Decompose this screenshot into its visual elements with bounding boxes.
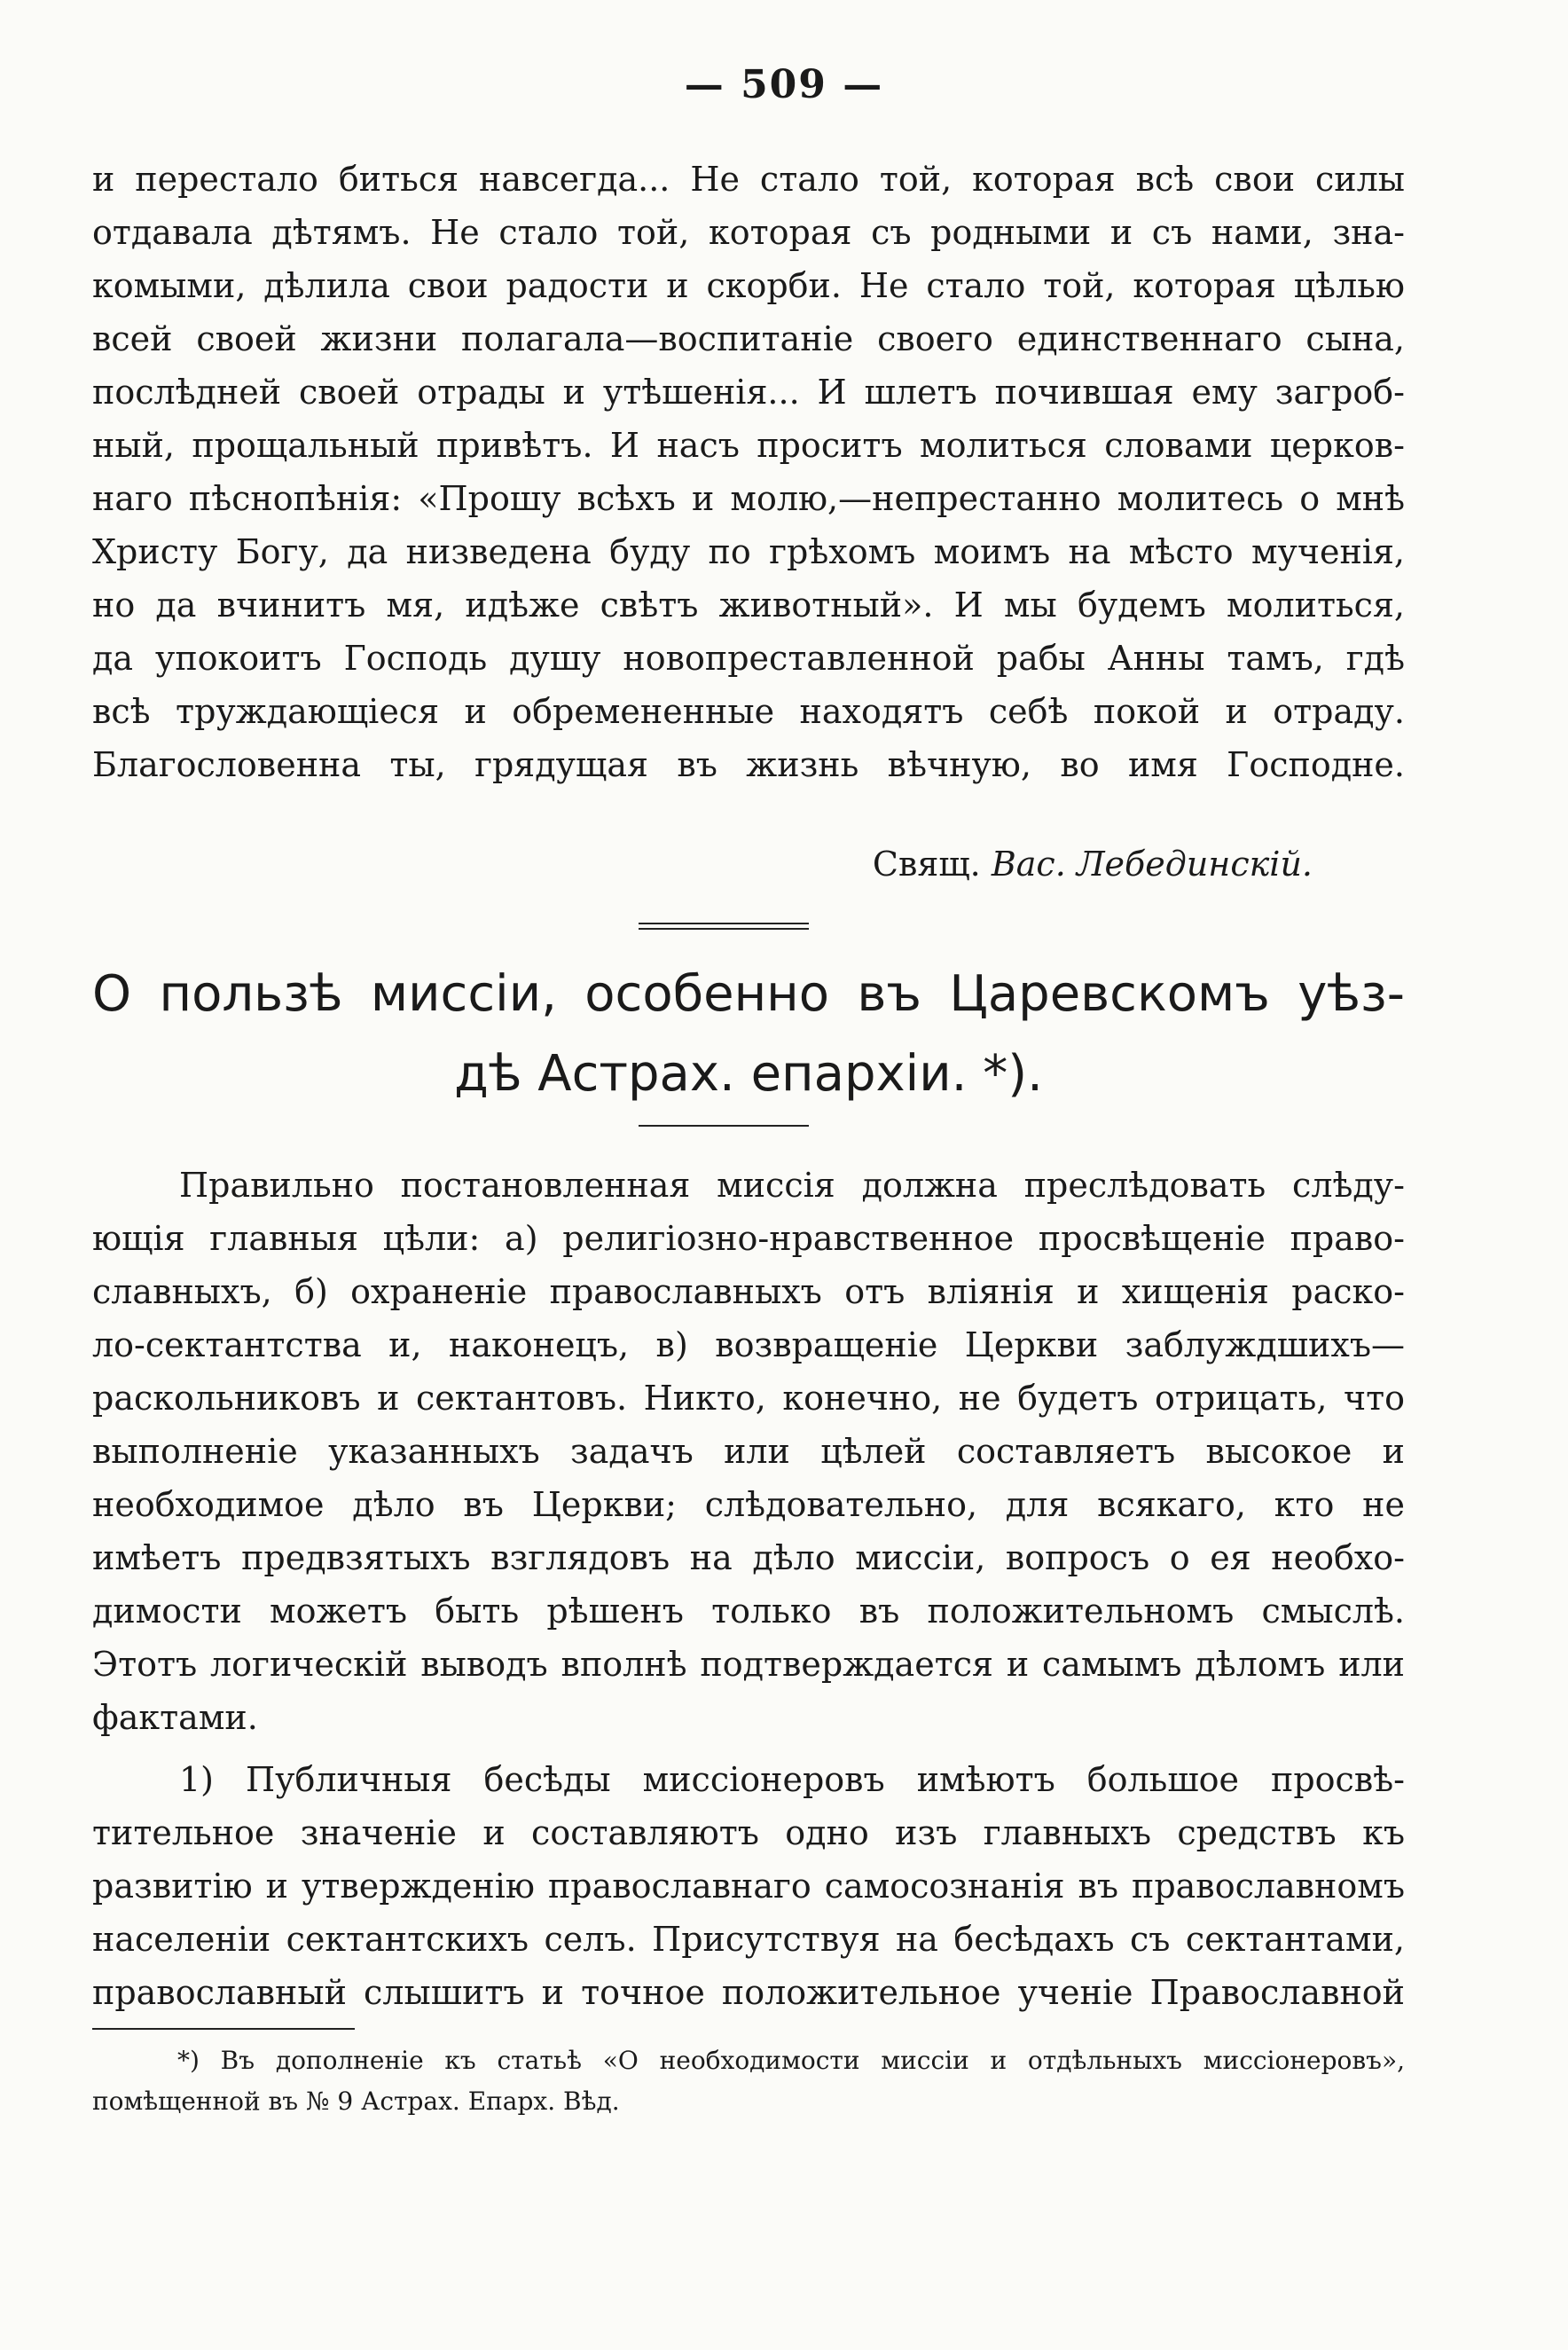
text-line: православный слышитъ и точное положительное ученіе Православной <box>92 1973 1405 2012</box>
text-line: имѣетъ предвзятыхъ взглядовъ на дѣло миссіи, вопросъ о ея необхо- <box>92 1538 1405 1577</box>
footnote-rule <box>92 2028 355 2030</box>
text-line: раскольниковъ и сектантовъ. Никто, конечно, не будетъ отрицать, что <box>92 1379 1405 1418</box>
text-line: всей своей жизни полагала—воспитаніе своего единственнаго сына, <box>92 319 1405 358</box>
text-line: выполненіе указанныхъ задачъ или цѣлей составляетъ высокое и <box>92 1432 1405 1471</box>
signature <box>92 845 1313 884</box>
text-line: фактами. <box>92 1698 258 1737</box>
text-line: ющія главныя цѣли: а) религіозно-нравственное просвѣщеніе право- <box>92 1219 1405 1258</box>
article-paragraph-2 <box>92 1753 1405 2019</box>
signature-prefix: Свящ. <box>872 845 981 884</box>
title-rule <box>639 1125 809 1127</box>
text-line: ло-сектантства и, наконецъ, в) возвращеніе Церкви заблуждшихъ— <box>92 1325 1405 1364</box>
page-number: — 509 — <box>684 62 884 107</box>
footnote-line: *) Въ дополненіе къ статьѣ «О необходимости миссіи и отдѣльныхъ миссіонеровъ», <box>177 2046 1405 2075</box>
footnote <box>92 2040 1405 2122</box>
text-line: отдавала дѣтямъ. Не стало той, которая съ родными и съ нами, зна- <box>92 213 1405 252</box>
section-divider <box>639 923 809 930</box>
text-line: Христу Богу, да низведена буду по грѣхомъ моимъ на мѣсто мученія, <box>92 532 1405 571</box>
eulogy-text <box>92 153 1405 791</box>
article-title-line-1: О пользѣ миссіи, особенно въ Царевскомъ уѣз- <box>92 965 1405 1023</box>
text-line: наго пѣснопѣнія: «Прошу всѣхъ и молю,—непрестанно молитесь о мнѣ <box>92 479 1405 518</box>
text-line: славныхъ, б) охраненіе православныхъ отъ вліянія и хищенія раско- <box>92 1272 1405 1311</box>
signature-name: Вас. Лебединскій. <box>991 845 1313 884</box>
text-line: димости можетъ быть рѣшенъ только въ положительномъ смыслѣ. <box>92 1592 1405 1631</box>
footnote-line: помѣщенной въ № 9 Астрах. Епарх. Вѣд. <box>92 2087 620 2116</box>
text-line: необходимое дѣло въ Церкви; слѣдовательно, для всякаго, кто не <box>92 1485 1405 1524</box>
text-line: 1) Публичныя бесѣды миссіонеровъ имѣютъ большое просвѣ- <box>179 1760 1405 1799</box>
text-line: Правильно постановленная миссія должна преслѣдовать слѣду- <box>179 1166 1405 1205</box>
article-paragraph-1 <box>92 1159 1405 1744</box>
article-title-line-2: дѣ Астрах. епархіи. *). <box>454 1045 1043 1103</box>
text-line: послѣдней своей отрады и утѣшенія... И шлетъ почившая ему загроб- <box>92 373 1405 412</box>
text-line: всѣ труждающіеся и обремененные находятъ себѣ покой и отраду. <box>92 692 1405 731</box>
text-line: и перестало биться навсегда... Не стало той, которая всѣ свои силы <box>92 160 1405 199</box>
text-line: развитію и утвержденію православнаго самосознанія въ православномъ <box>92 1867 1405 1906</box>
text-line: ный, прощальный привѣтъ. И насъ проситъ молиться словами церков- <box>92 426 1405 465</box>
text-line: комыми, дѣлила свои радости и скорби. Не стало той, которая цѣлью <box>92 266 1405 305</box>
text-line: Этотъ логическій выводъ вполнѣ подтверждается и самымъ дѣломъ или <box>92 1645 1405 1684</box>
text-line: но да вчинитъ мя, идѣже свѣтъ животный». И мы будемъ молиться, <box>92 586 1405 625</box>
text-line: да упокоитъ Господь душу новопреставленной рабы Анны тамъ, гдѣ <box>92 639 1405 678</box>
text-line: тительное значеніе и составляютъ одно изъ главныхъ средствъ къ <box>92 1813 1405 1852</box>
text-line: населеніи сектантскихъ селъ. Присутствуя на бесѣдахъ съ сектантами, <box>92 1920 1405 1959</box>
text-line: Благословенна ты, грядущая въ жизнь вѣчную, во имя Господне. <box>92 745 1405 784</box>
